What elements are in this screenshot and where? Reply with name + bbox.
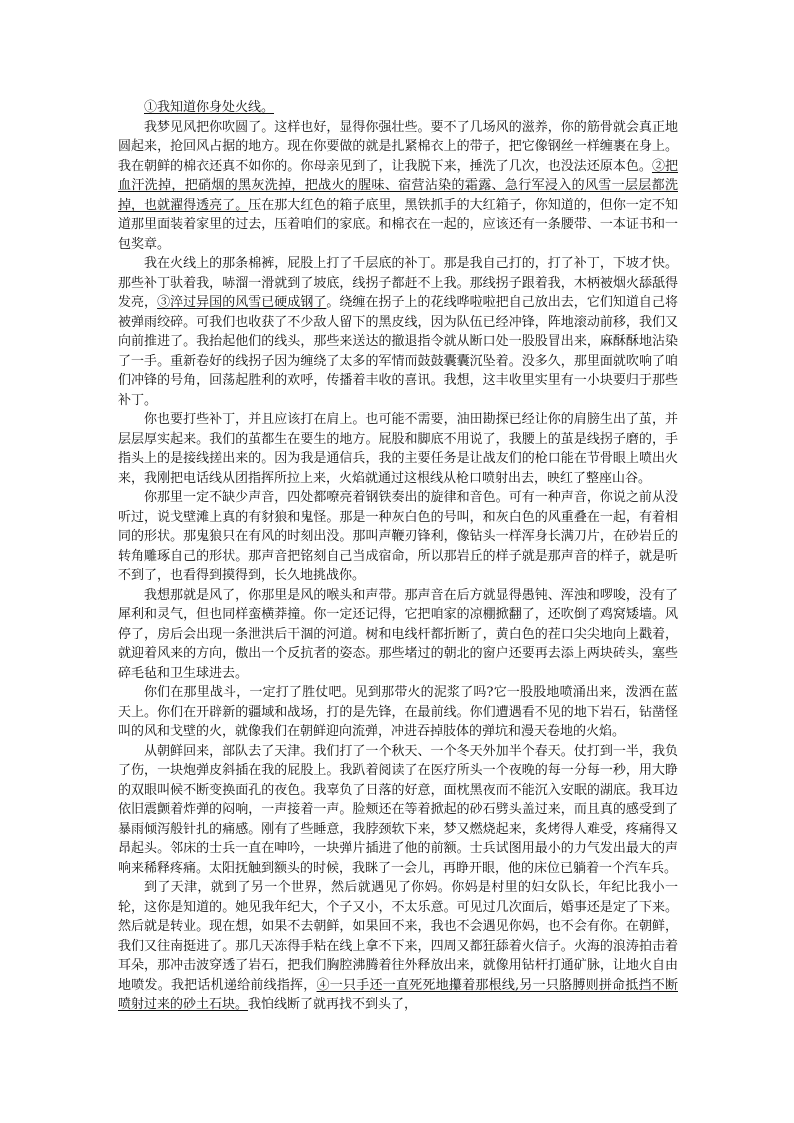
text-run: 到了天津，就到了另一个世界，然后就遇见了你妈。你妈是村里的妇女队长，年纪比我小一轮，这你是知道的。她见我年纪大，个子又小，不太乐意。可见过几次面后，婚事还是定了下来。然后就是转业。现在想，如果不去朝鲜，如果回不来，我也不会遇见你妈，也不会有你。在朝鲜，我们又往南挺进了。那几天冻得手粘在线上拿不下来，四周又都狂舔着火信子。火海的浪涛拍击着耳朵，那冲击波穿透了岩石，把我们胸腔沸腾着往外释放出来，就像用钻杆打通矿脉，让地火自由地喷发。我把话机递给前线指挥，	[118, 880, 678, 993]
text-run: 从朝鲜回来，部队去了天津。我们打了一个秋天、一个冬天外加半个春天。仗打到一半，我负了伤，一块炮弹皮斜插在我的屁股上。我趴着阅读了在医疗所头一个夜晚的每一分每一秒，用大睁的双眼叫候不断变换面孔的夜色。我辜负了日落的好意，面枕黑夜而不能沉入安眠的湖底。我耳边依旧震颤着炸弹的闷响，一声接着一声。脸颊还在等着掀起的砂石劈头盖过来，而且真的感受到了暴雨倾泻般针扎的痛感。刚有了些睡意，我脖颈软下来，梦又燃烧起来，炙烤得人难受，疼痛得又昂起头。邻床的士兵一直在呻吟，一块弹片插进了他的前额。士兵试图用最小的力气发出最大的声响来稀释疼痛。太阳抚触到额头的时候，我眯了一会儿，再睁开眼，他的床位已躺着一个汽车兵。	[118, 743, 678, 876]
document-body	[118, 98, 678, 1015]
paragraph	[118, 683, 678, 742]
text-run: 我想那就是风了，你那里是风的喉头和声带。那声音在后方就显得愚钝、浑浊和啰唆，没有了犀利和灵气，但也同样蛮横莽撞。你一定还记得，它把咱家的凉棚掀翻了，还吹倒了鸡窝矮墙。风停了，房后会出现一条泄洪后干涸的河道。树和电线杆都折断了，黄白色的茬口尖尖地向上戳着，就迎着风来的方向，傲出一个反抗者的姿态。那些堵过的朝北的窗户还要再去添上两块砖头，塞些碎毛毡和卫生球进去。	[118, 587, 678, 681]
text-run: 我梦见风把你吹圆了。这样也好，显得你强壮些。要不了几场风的滋养，你的筋骨就会真正地圆起来，抢回风占据的地方。现在你要做的就是扎紧棉衣上的带子，把它像钢丝一样缠裹在身上。我在朝鲜的棉衣还真不如你的。你母亲见到了，让我脱下来，捶洗了几次，也没法还原本色。	[118, 119, 678, 174]
paragraph	[118, 410, 678, 488]
paragraph	[118, 586, 678, 684]
paragraph-list	[118, 118, 678, 1015]
text-run: 压在那大红色的箱子底里，黑铁抓手的大红箱子，你知道的，但你一定不知道那里面装着家里的过去，压着咱们的家底。和棉衣在一起的，应该还有一条腰带、一本证书和一包奖章。	[118, 197, 678, 252]
paragraph	[118, 488, 678, 586]
underlined-sentence: ④一只手还一直死死地攥着那根线,另一只胳膊则拼命抵挡不断喷射过来的砂土石块。	[118, 977, 678, 1012]
text-run: 你那里一定不缺少声音，四处都嘹亮着钢铁奏出的旋律和音色。可有一种声音，你说之前从没听过，说戈壁滩上真的有豺狼和鬼怪。那是一种灰白色的号叫，和灰白色的风重叠在一起，有着相同的形状。那鬼狼只在有风的时刻出没。那叫声鞭刃锋利，像钻头一样浑身长满刀片，在砂岩丘的转角雕琢自己的形状。那声音把铭刻自己当成宿命，所以那岩丘的样子就是那声音的样子，就是听不到了，也看得到摸得到，长久地挑战你。	[118, 490, 678, 583]
underlined-sentence: ③淬过异国的风雪已硬成钢了	[157, 295, 327, 310]
text-run: 你也要打些补丁，并且应该打在肩上。也可能不需要，油田勘探已经让你的肩膀生出了茧，并层层厚实起来。我们的茧都生在要生的地方。屁股和脚底不用说了，我腰上的茧是线拐子磨的，手指头上的是接线搓出来的。因为我是通信兵，我的主要任务是让战友们的枪口能在节骨眼上喷出火来，我刚把电话线从团指挥所拉上来，火焰就通过这根线从枪口喷射出去，映红了整座山谷。	[118, 412, 678, 486]
paragraph	[118, 742, 678, 879]
paragraph	[118, 878, 678, 1015]
text-run: 你们在那里战斗，一定打了胜仗吧。见到那带火的泥浆了吗?它一股股地喷涌出来，泼洒在蓝天上。你们在开辟新的疆域和战场，打的是先锋，在最前线。你们遭遇看不见的地下岩石，钻凿怪叫的风和戈壁的火，就像我们在朝鲜迎向流弹，冲进吞掉肢体的弹坑和漫天卷地的火焰。	[118, 685, 678, 739]
underlined-sentence: ②把血汗洗掉，把硝烟的黑灰洗掉，把战火的腥味、宿营沾染的霜露、急行军浸入的风雪一层层都洗掉，也就濯得透亮了。	[118, 158, 678, 213]
paragraph	[118, 118, 678, 255]
text-run: 。绕缠在拐子上的花线哗啦啦把自己放出去，它们知道自己将被弹雨绞碎。可我们也收获了不少敌人留下的黑皮线，因为队伍已经冲锋，阵地滚动前移，我们又向前推进了。我抬起他们的线头，那些来送达的撤退指令就从断口处一股股冒出来，麻酥酥地沾染了一手。重新卷好的线拐子因为缠绕了太多的军情而鼓鼓囊囊沉坠着。没多久，那里面就吹响了咱们冲锋的号角，回荡起胜利的欢呼，传播着丰收的喜讯。我想，这丰收里实里有一小块要归于那些补丁。	[118, 295, 678, 408]
heading-text: ①我知道你身处火线。	[144, 100, 275, 115]
section-heading	[118, 98, 678, 118]
paragraph	[118, 254, 678, 410]
text-run: 我在火线上的那条棉裤，屁股上打了千层底的补丁。那是我自己打的，打了补丁，下坡才快。那些补丁驮着我，哧溜一滑就到了坡底，线拐子都赶不上我。那线拐子跟着我，木柄被烟火舔舐得发亮，	[118, 256, 678, 310]
text-run: 我怕线断了就再找不到头了，	[248, 997, 418, 1012]
